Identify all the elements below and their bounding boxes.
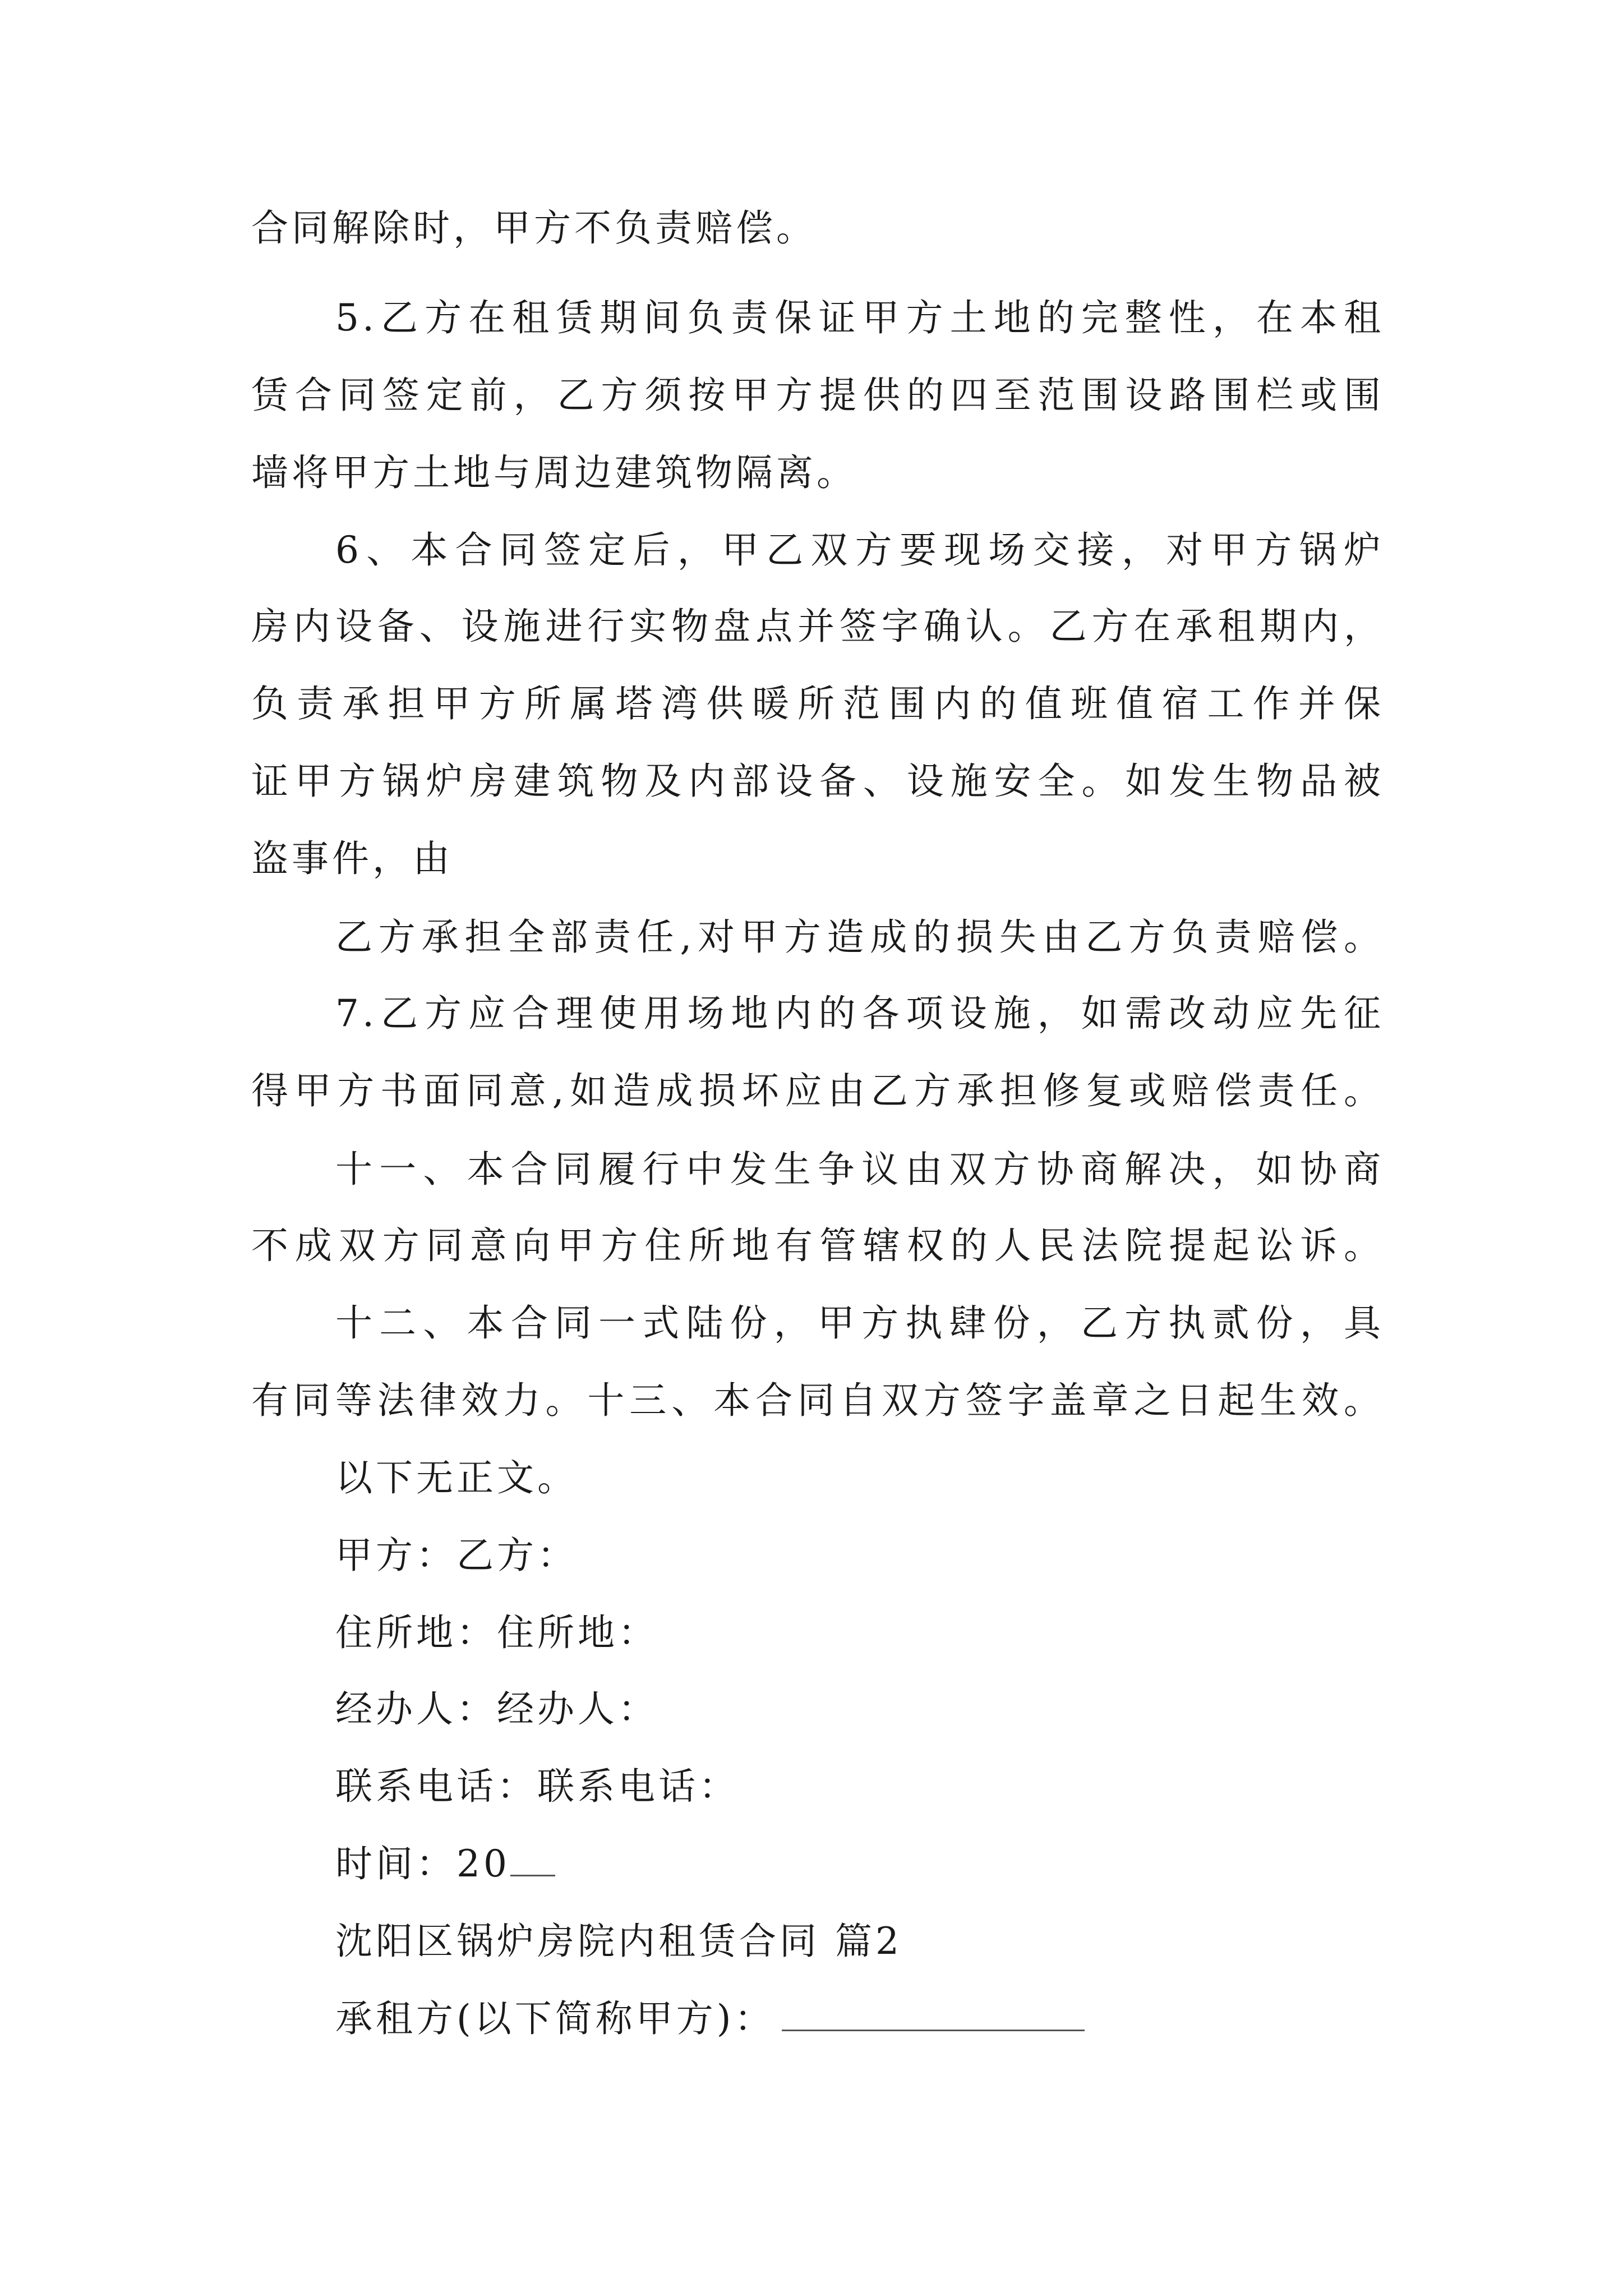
paragraph-line: 房内设备、设施进行实物盘点并签字确认。乙方在承租期内， (251, 605, 1384, 648)
paragraph-line: 不成双方同意向甲方住所地有管辖权的人民法院提起讼诉。 (251, 1224, 1384, 1267)
paragraph-line: 墙将甲方土地与周边建筑物隔离。 (251, 451, 857, 494)
signature-line: 住所地：住所地： (335, 1611, 658, 1654)
paragraph-line: 赁合同签定前，乙方须按甲方提供的四至范围设路围栏或围 (251, 374, 1384, 417)
lessee-blank (782, 1995, 1085, 2031)
paragraph-line: 有同等法律效力。十三、本合同自双方签字盖章之日起生效。 (251, 1379, 1384, 1422)
paragraph-line: 6、本合同签定后，甲乙双方要现场交接，对甲方锅炉 (335, 528, 1384, 572)
lessee-label: 承租方(以下简称甲方)： (335, 1997, 775, 2040)
section-heading: 沈阳区锅炉房院内租赁合同 篇2 (335, 1920, 902, 1963)
signature-line: 联系电话：联系电话： (335, 1765, 739, 1808)
paragraph-line: 5.乙方在租赁期间负责保证甲方土地的完整性，在本租 (335, 296, 1384, 339)
date-label: 时间：20 (335, 1842, 510, 1885)
paragraph-line: 乙方承担全部责任,对甲方造成的损失由乙方负责赔偿。 (335, 915, 1384, 959)
lessee-line (335, 1994, 1384, 2044)
paragraph-line: 十二、本合同一式陆份，甲方执肆份，乙方执贰份，具 (335, 1301, 1384, 1345)
paragraph-line: 十一、本合同履行中发生争议由双方协商解决，如协商 (335, 1148, 1384, 1191)
paragraph-line: 得甲方书面同意,如造成损坏应由乙方承担修复或赔偿责任。 (251, 1069, 1384, 1112)
paragraph-line: 合同解除时，甲方不负责赔偿。 (251, 206, 817, 250)
paragraph-line: 盗事件，由 (251, 837, 453, 880)
date-blank (510, 1840, 555, 1876)
paragraph-line: 以下无正文。 (335, 1456, 578, 1499)
paragraph-line: 证甲方锅炉房建筑物及内部设备、设施安全。如发生物品被 (251, 760, 1384, 803)
paragraph-line: 7.乙方应合理使用场地内的各项设施，如需改动应先征 (335, 992, 1384, 1035)
signature-line: 经办人：经办人： (335, 1687, 658, 1731)
paragraph-line: 负责承担甲方所属塔湾供暖所范围内的值班值宿工作并保 (251, 682, 1384, 725)
signature-line: 甲方：乙方： (335, 1534, 578, 1577)
date-line (335, 1839, 1384, 1889)
